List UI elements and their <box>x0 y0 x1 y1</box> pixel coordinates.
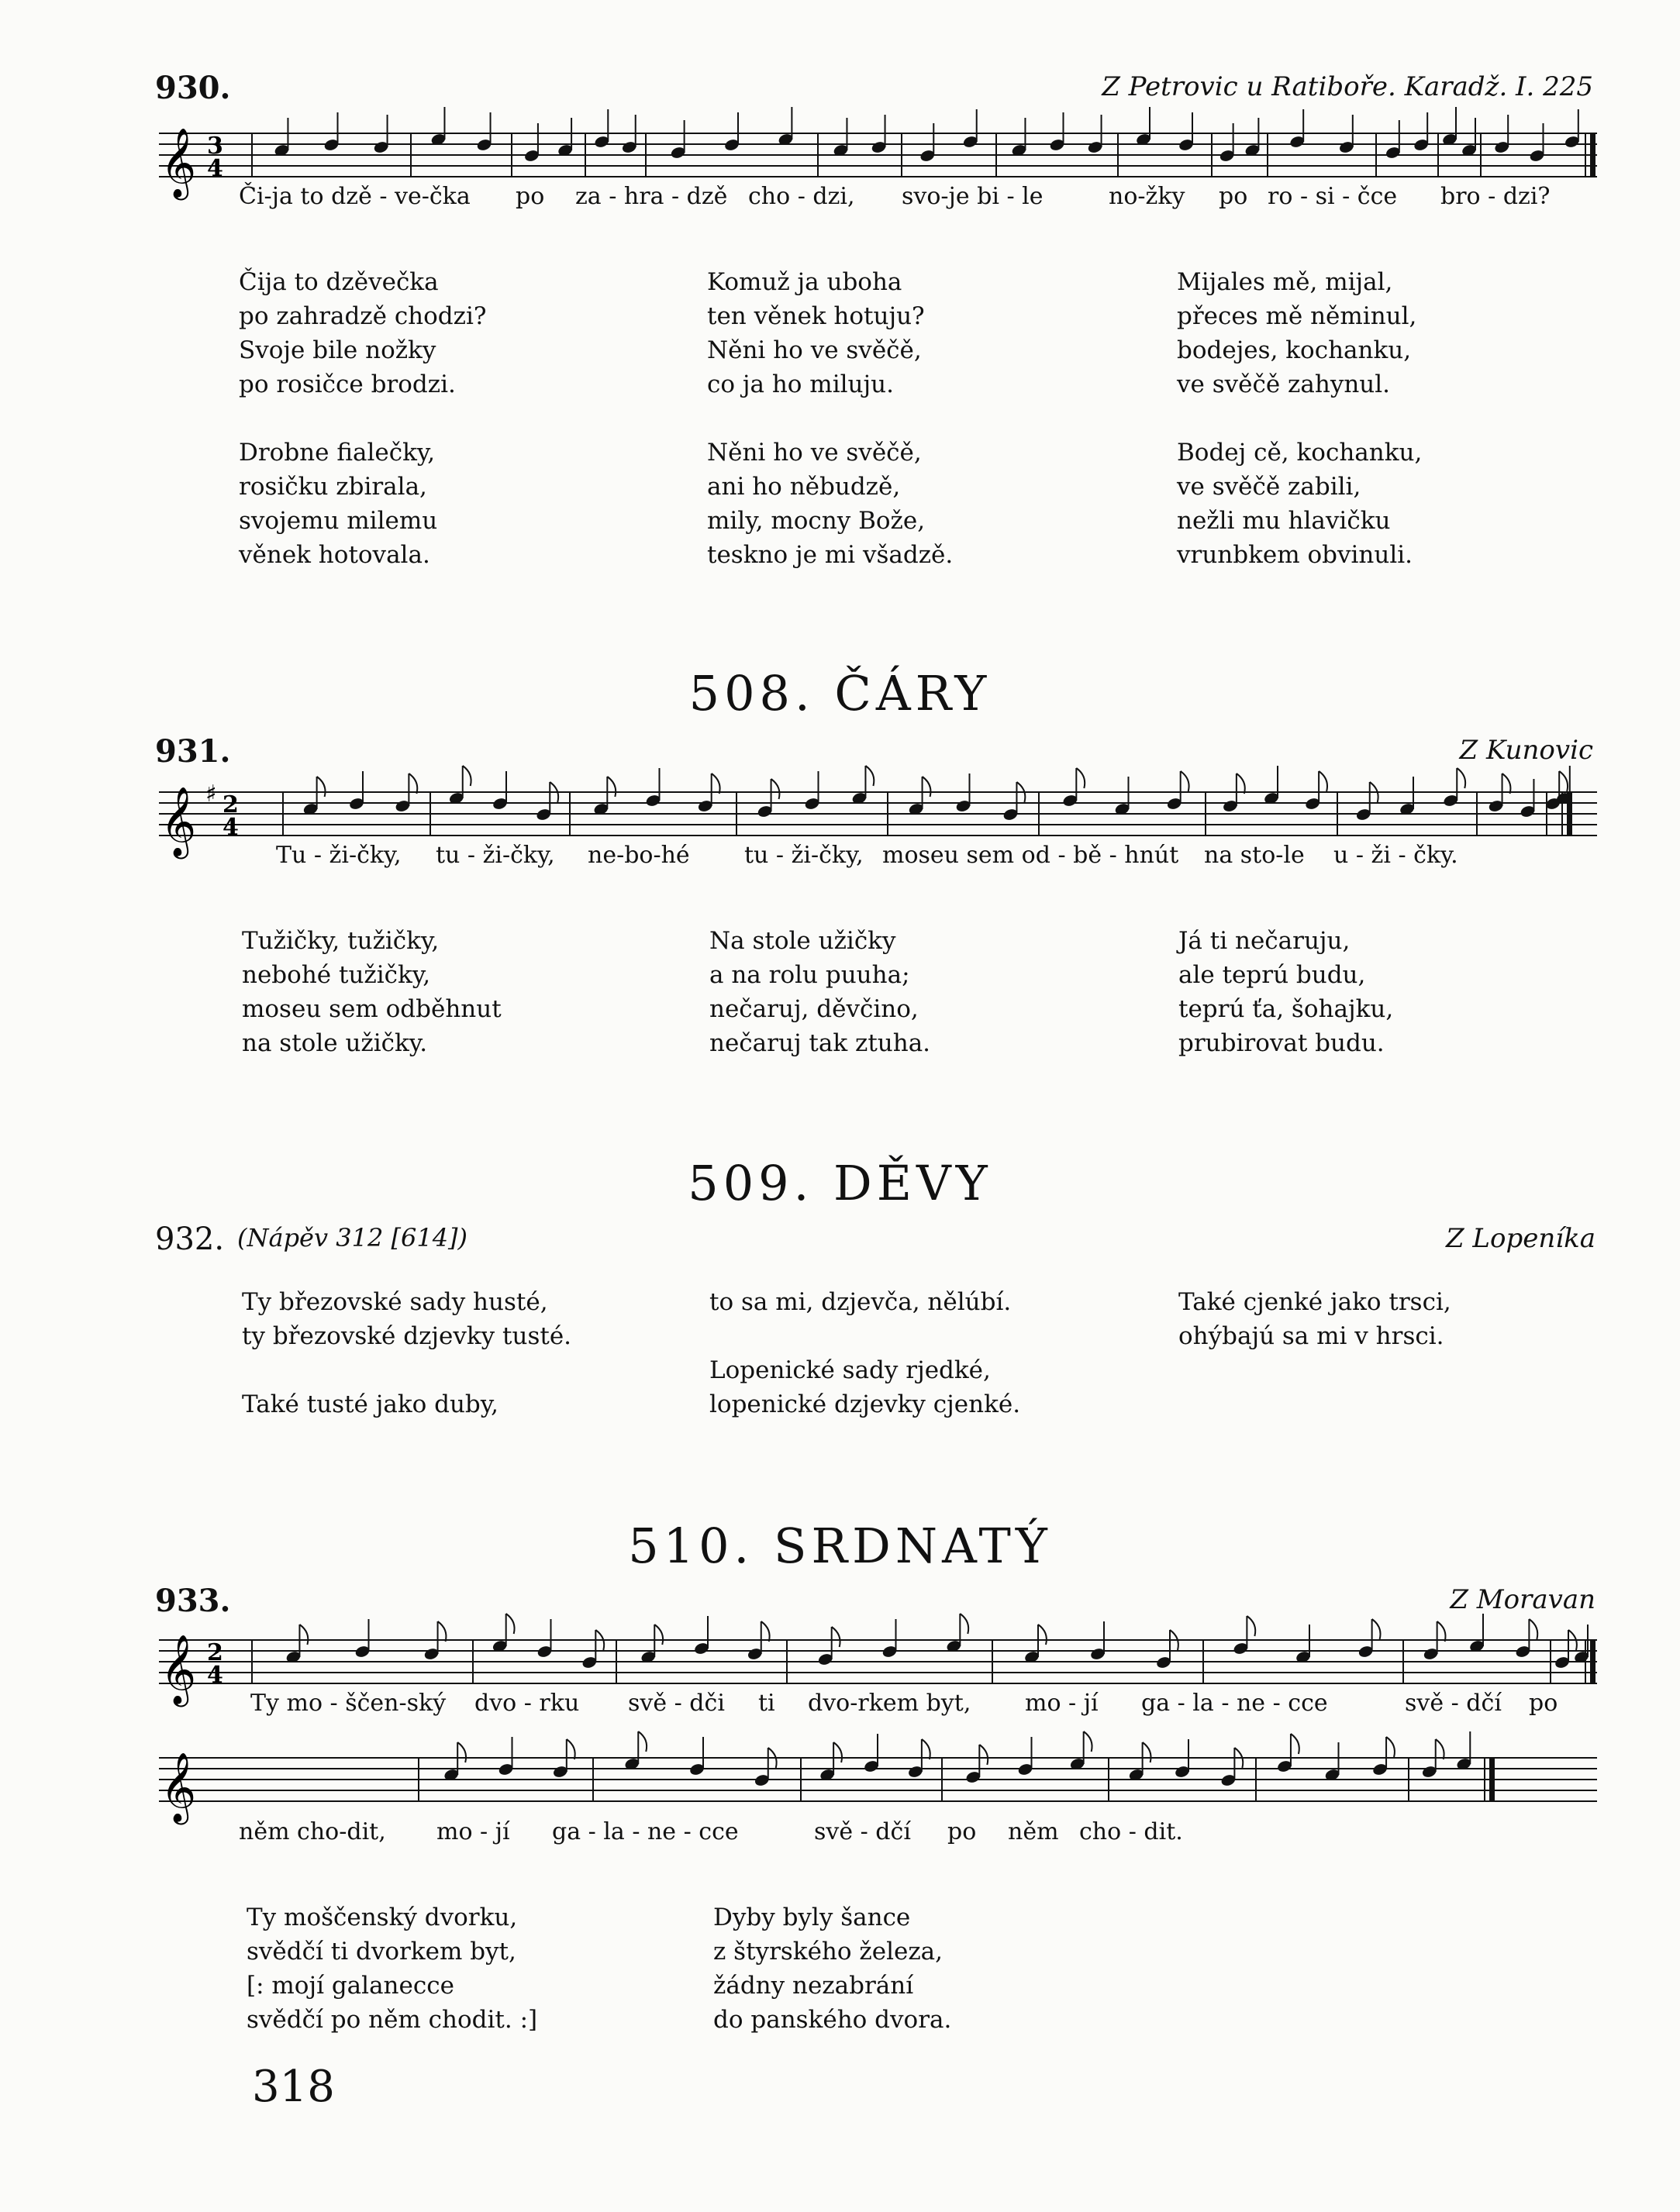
time-signature-numerator: 2 <box>207 1639 223 1666</box>
lyric-syllables: ga - la - ne - cce <box>552 1818 739 1845</box>
time-signature-numerator: 2 <box>223 791 239 818</box>
note-flag <box>960 1614 968 1634</box>
note-flag <box>1319 771 1327 791</box>
note-flag <box>1559 771 1568 791</box>
treble-clef-icon: 𝄞 <box>160 128 197 198</box>
lyric-syllables: po <box>1219 183 1248 210</box>
note-flag <box>771 779 780 799</box>
final-barline <box>1590 133 1595 177</box>
note-flag <box>979 1745 988 1765</box>
note-flag <box>1084 1731 1092 1752</box>
verse-column-3: Já ti nečaruju, ale teprú budu, teprú ťa, šohajku, prubirovat budu. <box>1178 927 1394 1057</box>
note-flag <box>865 766 874 786</box>
note-flag <box>1457 768 1465 788</box>
verse-column-1: Tužičky, tužičky, nebohé tužičky, moseu sem odběhnut na stole užičky. <box>242 927 502 1057</box>
note-flag <box>299 1625 308 1645</box>
lyric-syllables: Tu - ži-čky, <box>276 842 402 869</box>
music-staff-933b <box>159 1741 1601 1822</box>
note-flag <box>1291 1734 1299 1754</box>
song-source-931: Z Kunovic <box>1459 735 1593 766</box>
sharp-icon: ♯ <box>205 780 217 808</box>
lyrics-line-931 <box>0 842 1680 873</box>
verse-column-3: Mijales mě, mijal, přeces mě něminul, bodejes, kochanku, ve svěčě zahynul. Bodej cě, kochanku, ve svěčě zabili, nežli mu hlavičku vrunbkem obvinuli. <box>1177 268 1423 569</box>
note-flag <box>761 1621 770 1642</box>
lyric-syllables: po <box>947 1818 977 1845</box>
lyric-syllables: moseu sem od - bě - hnút <box>882 842 1179 869</box>
note-flag <box>1038 1625 1047 1645</box>
lyric-syllables: u - ži - čky. <box>1333 842 1458 869</box>
verse-column-3: Také cjenké jako trsci, ohýbajú sa mi v hrsci. <box>1178 1288 1451 1350</box>
lyric-syllables: tu - ži-čky, <box>436 842 555 869</box>
lyric-syllables: Či-ja to dzě - ve-čka <box>239 183 471 210</box>
lyric-syllables: něm <box>1008 1818 1059 1845</box>
lyrics-line-930 <box>0 183 1680 214</box>
note-flag <box>506 1614 515 1634</box>
note-flag <box>1247 1616 1255 1636</box>
song-source-930: Z Petrovic u Ratiboře. Karadž. I. 225 <box>1102 71 1593 102</box>
lyric-syllables: ga - la - ne - cce <box>1141 1690 1328 1717</box>
verse-column-2: to sa mi, dzjevča, nělúbí. Lopenické sady rjedké, lopenické dzjevky cjenké. <box>709 1288 1021 1418</box>
lyric-syllables: za - hra - dzě <box>575 183 728 210</box>
note-flag <box>1237 774 1245 794</box>
time-signature-denominator: 4 <box>207 155 223 182</box>
note-flag <box>1386 1737 1395 1757</box>
note-flag <box>1143 1742 1151 1762</box>
song-number-933: 933. <box>155 1583 231 1619</box>
lyric-syllables: tu - ži-čky, <box>744 842 864 869</box>
note-flag <box>1372 1619 1381 1639</box>
song-source-933: Z Moravan <box>1450 1584 1595 1615</box>
note-flag <box>832 1627 840 1647</box>
verse-column-1: Ty březovské sady husté, ty březovské dzjevky tusté. Také tusté jako duby, <box>242 1288 572 1418</box>
song-source-932: Z Lopeníka <box>1445 1223 1595 1254</box>
treble-clef-icon: 𝄞 <box>160 1752 197 1822</box>
note-flag <box>1181 771 1189 791</box>
verse-column-1: Čija to dzěvečka po zahradzě chodzi? Svoje bile nožky po rosičce brodzi. Drobne fialečky, rosičku zbirala, svojemu milemu věnek hotovala. <box>239 268 487 569</box>
verse-column-1: Ty moščenský dvorku, svědčí ti dvorkem byt, [: mojí galanecce svědčí po něm chodit. :] <box>247 1904 538 2034</box>
final-barline <box>1489 1758 1495 1801</box>
note-flag <box>1529 1619 1537 1639</box>
note-flag <box>607 777 616 797</box>
note-flag <box>1076 768 1085 788</box>
verse-column-2: Na stole užičky a na rolu puuha; nečaruj, děvčino, nečaruj tak ztuha. <box>709 927 931 1057</box>
lyric-syllables: bro - dzi? <box>1440 183 1551 210</box>
time-signature-denominator: 4 <box>223 814 239 841</box>
note-flag <box>438 1621 447 1642</box>
lyric-syllables: ro - si - čce <box>1268 183 1398 210</box>
lyric-syllables: mo - jí <box>436 1818 510 1845</box>
lyric-syllables: svě - dčí <box>814 1818 911 1845</box>
song-title-509: 509. DĚVY <box>688 1155 992 1211</box>
page-number: 318 <box>252 2062 335 2112</box>
lyrics-line-933b <box>0 1818 1680 1849</box>
song-number-932: 932. <box>155 1221 225 1257</box>
song-number-930: 930. <box>155 70 231 106</box>
note-flag <box>317 777 326 797</box>
treble-clef-icon: 𝄞 <box>160 787 197 856</box>
note-flag <box>654 1625 663 1645</box>
final-barline <box>1590 1640 1595 1683</box>
note-flag <box>463 766 471 786</box>
lyric-syllables: něm cho-dit, <box>239 1818 386 1845</box>
note-flag <box>638 1731 647 1752</box>
note-flag <box>409 774 417 794</box>
time-signature-numerator: 3 <box>207 133 223 160</box>
note-flag <box>457 1742 466 1762</box>
lyric-syllables: dvo-rkem byt, <box>808 1690 971 1717</box>
melody-reference: (Nápěv 312 [614]) <box>237 1223 468 1252</box>
lyric-syllables: po <box>1529 1690 1558 1717</box>
note-flag <box>923 777 931 797</box>
lyric-syllables: svě - dči <box>628 1690 725 1717</box>
note-flag <box>567 1739 575 1759</box>
note-flag <box>922 1739 930 1759</box>
lyric-syllables: na sto-le <box>1204 842 1305 869</box>
lyric-syllables: no-žky <box>1109 183 1185 210</box>
lyric-syllables: svo-je bi - le <box>902 183 1044 210</box>
lyrics-line-933a <box>0 1690 1680 1721</box>
verse-column-2: Dyby byly šance z štyrského železa, žádny nezabrání do panského dvora. <box>713 1904 952 2034</box>
lyric-syllables: po <box>516 183 545 210</box>
note-flag <box>1437 1621 1446 1642</box>
lyric-syllables: cho - dit. <box>1079 1818 1183 1845</box>
lyric-syllables: mo - jí <box>1025 1690 1099 1717</box>
song-title-510: 510. SRDNATÝ <box>628 1518 1052 1574</box>
note-flag <box>833 1742 842 1762</box>
song-title-508: 508. ČÁRY <box>688 665 992 722</box>
lyric-syllables: dvo - rku <box>474 1690 580 1717</box>
time-signature-denominator: 4 <box>207 1662 223 1689</box>
song-number-931: 931. <box>155 733 231 770</box>
lyric-syllables: svě - dčí <box>1405 1690 1502 1717</box>
note-flag <box>1502 774 1511 794</box>
note-flag <box>712 774 720 794</box>
verse-column-2: Komuž ja uboha ten věnek hotuju? Něni ho ve svěčě, co ja ho miluju. Něni ho ve svěčě, ani ho něbudzě, mily, mocny Bože, teskno je mi všadzě. <box>707 268 954 569</box>
lyric-syllables: ti <box>758 1690 775 1717</box>
lyric-syllables: cho - dzi, <box>748 183 855 210</box>
treble-clef-icon: 𝄞 <box>160 1635 197 1704</box>
lyric-syllables: Ty mo - ščen-ský <box>250 1690 447 1717</box>
lyric-syllables: ne-bo-hé <box>588 842 690 869</box>
note-flag <box>1436 1739 1444 1759</box>
